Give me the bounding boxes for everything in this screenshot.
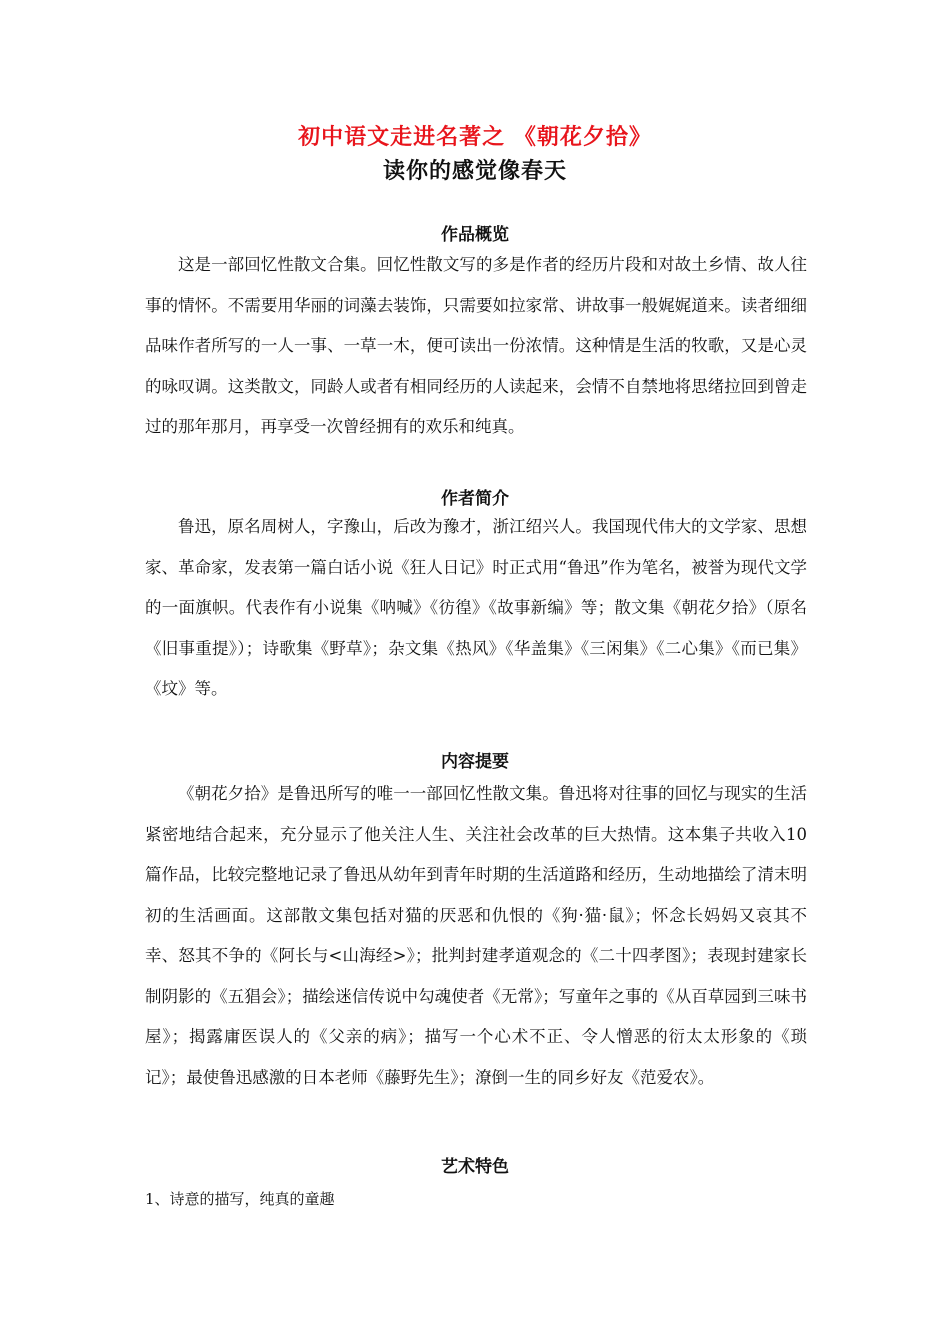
section-heading-author: 作者简介 — [441, 489, 509, 509]
section-body-summary: 《朝花夕拾》是鲁迅所写的唯一一部回忆性散文集。鲁迅将对往事的回忆与现实的生活紧密地结合起来，充分显示了他关注人生、关注社会改革的巨大热情。这本集子共收入10篇作品，比较完整地记录了鲁迅从幼年到青年时期的生活道路和经历，生动地描绘了清末明初的生活画面。这部散文集包括对猫的厌恶和仇恨的《狗·猫·鼠》；怀念长妈妈又哀其不幸、怒其不争的《阿长与<山海经>》；批判封建孝道观念的《二十四孝图》；表现封建家长制阴影的《五猖会》；描绘迷信传说中勾魂使者《无常》；写童年之事的《从百草园到三味书屋》；揭露庸医误人的《父亲的病》；描写一个心术不正、令人憎恶的衍太太形象的《琐记》；最使鲁迅感激的日本老师《藤野先生》；潦倒一生的同乡好友《范爱农》。 — [145, 784, 807, 1087]
list-item-art-feature-1: 1、诗意的描写，纯真的童趣 — [145, 1190, 335, 1208]
document-subtitle: 读你的感觉像春天 — [382, 159, 567, 184]
section-heading-overview: 作品概览 — [441, 225, 509, 245]
section-body-overview: 这是一部回忆性散文合集。回忆性散文写的多是作者的经历片段和对故土乡情、故人往事的情怀。不需要用华丽的词藻去装饰，只需要如拉家常、讲故事一般娓娓道来。读者细细品味作者所写的一人一事、一草一木，便可读出一份浓情。这种情是生活的牧歌，又是心灵的咏叹调。这类散文，同龄人或者有相同经历的人读起来，会情不自禁地将思绪拉回到曾走过的那年那月，再享受一次曾经拥有的欢乐和纯真。 — [145, 255, 807, 436]
section-heading-summary: 内容提要 — [441, 752, 509, 772]
section-body-author: 鲁迅，原名周树人，字豫山，后改为豫才，浙江绍兴人。我国现代伟大的文学家、思想家、革命家，发表第一篇白话小说《狂人日记》时正式用“鲁迅”作为笔名，被誉为现代文学的一面旗帜。代表作有小说集《呐喊》《彷徨》《故事新编》等；散文集《朝花夕拾》（原名《旧事重提》）；诗歌集《野草》；杂文集《热风》《华盖集》《三闲集》《二心集》《而已集》《坟》等。 — [145, 517, 807, 698]
document-title: 初中语文走进名著之 《朝花夕拾》 — [298, 125, 652, 150]
section-heading-art-features: 艺术特色 — [441, 1157, 509, 1177]
